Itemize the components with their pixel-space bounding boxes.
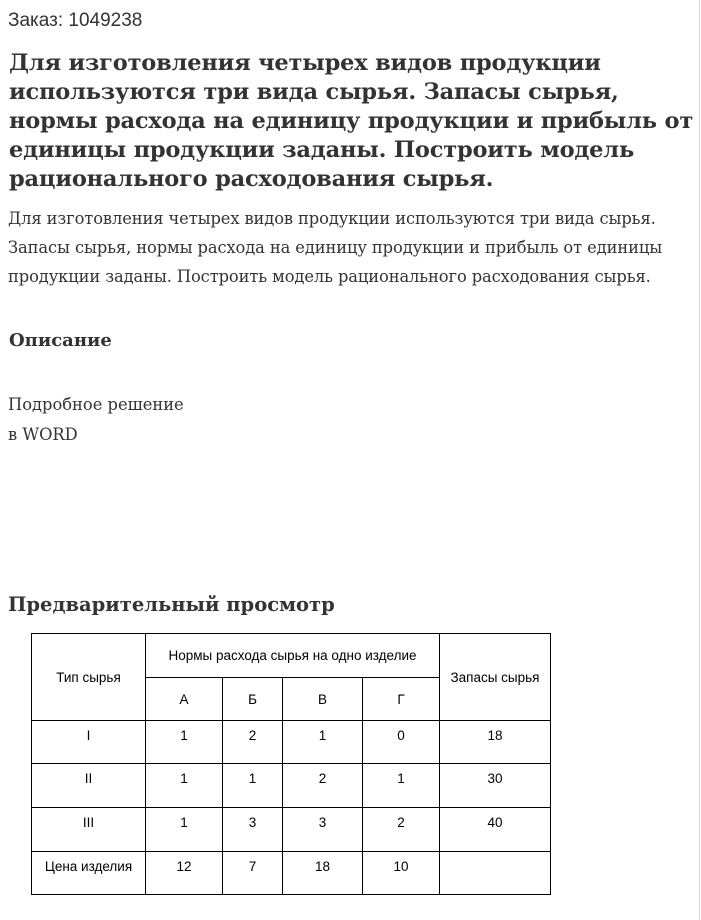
norm-cell: 2 bbox=[363, 808, 440, 852]
norm-cell: 0 bbox=[363, 721, 440, 764]
order-label: Заказ: bbox=[8, 10, 64, 31]
price-cell: 12 bbox=[146, 852, 223, 895]
order-value: 1049238 bbox=[68, 10, 143, 31]
norm-cell: 3 bbox=[283, 808, 363, 852]
norm-cell: 3 bbox=[223, 808, 283, 852]
raw-type-cell: III bbox=[32, 808, 146, 852]
order-number bbox=[8, 10, 142, 32]
norms-header: Нормы расхода сырья на одно изделие bbox=[146, 634, 440, 678]
stock-cell: 40 bbox=[440, 808, 551, 852]
page-border-right bbox=[699, 0, 700, 920]
task-description: Для изготовления четырех видов продукции используются три вида сырья. Запасы сырья, нормы расхода на единицу продукции и прибыль от единицы продукции заданы. Построить модель рационального расходования сырья. bbox=[8, 209, 663, 286]
price-cell: 7 bbox=[223, 852, 283, 895]
preview-table bbox=[31, 633, 551, 895]
norm-cell: 1 bbox=[283, 721, 363, 764]
norm-cell: 2 bbox=[283, 764, 363, 808]
stock-header: Запасы сырья bbox=[440, 634, 551, 721]
price-stock-cell bbox=[440, 852, 551, 895]
table-row bbox=[32, 721, 551, 764]
norm-cell: 2 bbox=[223, 721, 283, 764]
norm-cell: 1 bbox=[223, 764, 283, 808]
price-label-cell: Цена изделия bbox=[32, 852, 146, 895]
norm-cell: 1 bbox=[363, 764, 440, 808]
stock-cell: 30 bbox=[440, 764, 551, 808]
table-header-row bbox=[32, 634, 551, 678]
price-cell: 10 bbox=[363, 852, 440, 895]
norm-cell: 1 bbox=[146, 764, 223, 808]
raw-type-header: Тип сырья bbox=[32, 634, 146, 721]
stock-cell: 18 bbox=[440, 721, 551, 764]
product-header-v: В bbox=[283, 678, 363, 721]
product-header-b: Б bbox=[223, 678, 283, 721]
product-header-a: А bbox=[146, 678, 223, 721]
table-row bbox=[32, 808, 551, 852]
table-row bbox=[32, 764, 551, 808]
price-cell: 18 bbox=[283, 852, 363, 895]
product-header-g: Г bbox=[363, 678, 440, 721]
norm-cell: 1 bbox=[146, 721, 223, 764]
norm-cell: 1 bbox=[146, 808, 223, 852]
task-title: Для изготовления четырех видов продукции используются три вида сырья. Запасы сырья, нормы расхода на единицу продукции и прибыль от единицы продукции заданы. Построить модель рационального расходования сырья. bbox=[9, 50, 694, 192]
price-row bbox=[32, 852, 551, 895]
solution-line-2: в WORD bbox=[8, 425, 78, 444]
preview-heading: Предварительный просмотр bbox=[8, 593, 335, 616]
description-heading: Описание bbox=[9, 330, 112, 351]
raw-type-cell: I bbox=[32, 721, 146, 764]
raw-type-cell: II bbox=[32, 764, 146, 808]
solution-line-1: Подробное решение bbox=[8, 395, 184, 414]
